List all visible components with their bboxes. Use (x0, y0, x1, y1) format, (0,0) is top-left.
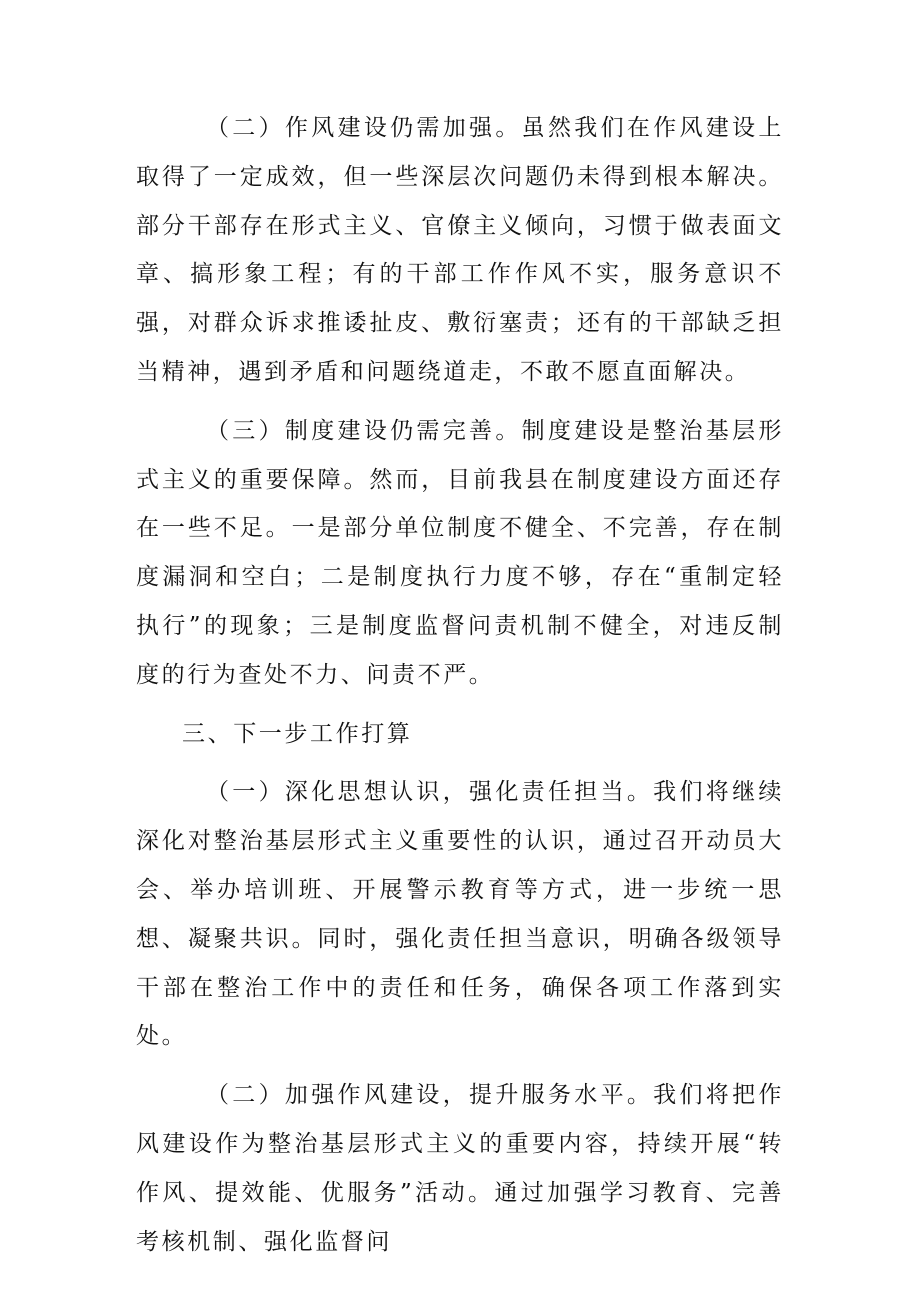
paragraph-style-building: （二）作风建设仍需加强。虽然我们在作风建设上取得了一定成效，但一些深层次问题仍未得到根本解决。部分干部存在形式主义、官僚主义倾向，习惯于做表面文章、搞形象工程；有的干部工作作风不实，服务意识不强，对群众诉求推诿扯皮、敷衍塞责；还有的干部缺乏担当精神，遇到矛盾和问题绕道走，不敢不愿直面解决。 (136, 115, 784, 385)
paragraph-strengthen-style: （二）加强作风建设，提升服务水平。我们将把作风建设作为整治基层形式主义的重要内容，持续开展“转作风、提效能、优服务”活动。通过加强学习教育、完善考核机制、强化监督问 (136, 1082, 784, 1255)
paragraph-system-building: （三）制度建设仍需完善。制度建设是整治基层形式主义的重要保障。然而，目前我县在制度建设方面还存在一些不足。一是部分单位制度不健全、不完善，存在制度漏洞和空白；二是制度执行力度不够，存在“重制定轻执行”的现象；三是制度监督问责机制不健全，对违反制度的行为查处不力、问责不严。 (136, 417, 784, 688)
paragraph-deepen-understanding: （一）深化思想认识，强化责任担当。我们将继续深化对整治基层形式主义重要性的认识，通过召开动员大会、举办培训班、开展警示教育等方式，进一步统一思想、凝聚共识。同时，强化责任担当意识，明确各级领导干部在整治工作中的责任和任务，确保各项工作落到实处。 (136, 779, 784, 1050)
section-heading: 三、下一步工作打算 (182, 720, 413, 747)
document-body (136, 104, 784, 1266)
